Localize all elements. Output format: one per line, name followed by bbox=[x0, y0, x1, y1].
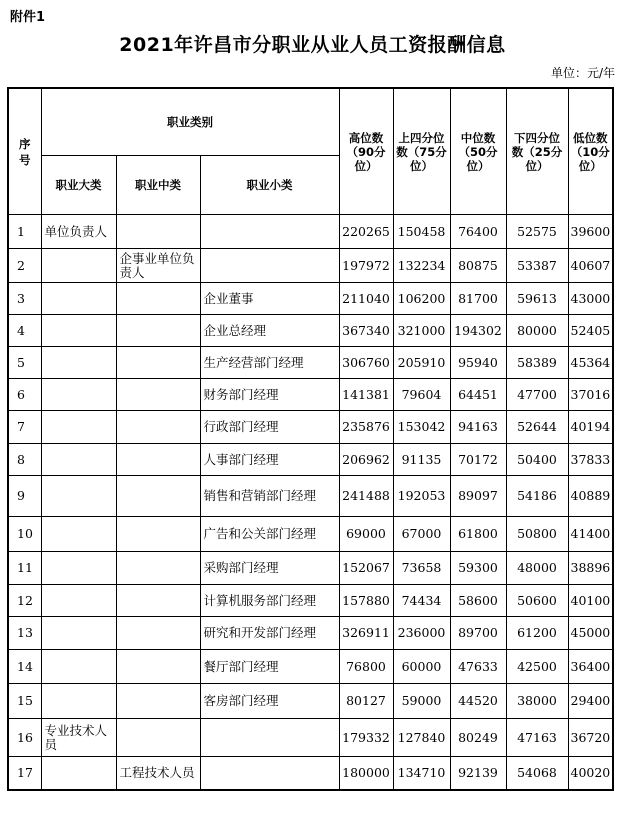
row-minor-category bbox=[200, 719, 339, 757]
row-p90: 141381 bbox=[339, 379, 393, 411]
row-p90: 80127 bbox=[339, 684, 393, 719]
row-middle-category bbox=[116, 517, 200, 552]
row-p90: 152067 bbox=[339, 552, 393, 585]
row-p50: 92139 bbox=[450, 757, 506, 790]
table-row bbox=[8, 379, 613, 411]
row-p90: 197972 bbox=[339, 249, 393, 283]
table-row bbox=[8, 650, 613, 684]
row-major-category bbox=[41, 379, 116, 411]
row-seq: 4 bbox=[8, 315, 41, 347]
row-p10: 43000 bbox=[568, 283, 613, 315]
table-row bbox=[8, 444, 613, 476]
row-p90: 235876 bbox=[339, 411, 393, 444]
row-p10: 36720 bbox=[568, 719, 613, 757]
row-minor-category bbox=[200, 215, 339, 249]
row-middle-category bbox=[116, 552, 200, 585]
row-p10: 39600 bbox=[568, 215, 613, 249]
row-p25: 50600 bbox=[506, 585, 568, 617]
row-p25: 47700 bbox=[506, 379, 568, 411]
row-major-category bbox=[41, 249, 116, 283]
p10-header: 低位数（10分位） bbox=[568, 88, 613, 215]
row-p75: 79604 bbox=[393, 379, 450, 411]
row-middle-category bbox=[116, 476, 200, 517]
row-minor-category: 生产经营部门经理 bbox=[200, 347, 339, 379]
row-middle-category bbox=[116, 719, 200, 757]
salary-table-body bbox=[8, 215, 613, 790]
row-major-category bbox=[41, 411, 116, 444]
row-p90: 241488 bbox=[339, 476, 393, 517]
row-p75: 106200 bbox=[393, 283, 450, 315]
row-middle-category: 工程技术人员 bbox=[116, 757, 200, 790]
row-p10: 52405 bbox=[568, 315, 613, 347]
row-p25: 61200 bbox=[506, 617, 568, 650]
table-row bbox=[8, 617, 613, 650]
row-seq: 9 bbox=[8, 476, 41, 517]
row-p50: 70172 bbox=[450, 444, 506, 476]
row-p90: 69000 bbox=[339, 517, 393, 552]
row-p50: 76400 bbox=[450, 215, 506, 249]
row-p75: 192053 bbox=[393, 476, 450, 517]
row-minor-category: 财务部门经理 bbox=[200, 379, 339, 411]
row-p25: 58389 bbox=[506, 347, 568, 379]
p75-header: 上四分位数（75分位） bbox=[393, 88, 450, 215]
table-row bbox=[8, 347, 613, 379]
table-row bbox=[8, 215, 613, 249]
row-p10: 40100 bbox=[568, 585, 613, 617]
row-p50: 59300 bbox=[450, 552, 506, 585]
row-middle-category bbox=[116, 650, 200, 684]
row-p25: 52575 bbox=[506, 215, 568, 249]
row-middle-category bbox=[116, 444, 200, 476]
row-minor-category: 广告和公关部门经理 bbox=[200, 517, 339, 552]
row-p50: 89097 bbox=[450, 476, 506, 517]
row-major-category bbox=[41, 552, 116, 585]
row-middle-category: 企事业单位负责人 bbox=[116, 249, 200, 283]
seq-header: 序号 bbox=[8, 88, 41, 215]
row-middle-category bbox=[116, 585, 200, 617]
row-middle-category bbox=[116, 617, 200, 650]
row-p25: 53387 bbox=[506, 249, 568, 283]
row-major-category bbox=[41, 517, 116, 552]
row-middle-category bbox=[116, 379, 200, 411]
row-minor-category: 采购部门经理 bbox=[200, 552, 339, 585]
row-p75: 60000 bbox=[393, 650, 450, 684]
row-p75: 236000 bbox=[393, 617, 450, 650]
row-p10: 40889 bbox=[568, 476, 613, 517]
row-major-category: 专业技术人员 bbox=[41, 719, 116, 757]
row-p90: 76800 bbox=[339, 650, 393, 684]
table-row bbox=[8, 757, 613, 790]
table-row bbox=[8, 315, 613, 347]
row-major-category: 单位负责人 bbox=[41, 215, 116, 249]
row-minor-category bbox=[200, 249, 339, 283]
row-p50: 194302 bbox=[450, 315, 506, 347]
row-minor-category: 行政部门经理 bbox=[200, 411, 339, 444]
row-major-category bbox=[41, 617, 116, 650]
table-row bbox=[8, 411, 613, 444]
row-p10: 29400 bbox=[568, 684, 613, 719]
row-major-category bbox=[41, 476, 116, 517]
row-p75: 73658 bbox=[393, 552, 450, 585]
unit-label: 单位：元/年 bbox=[550, 66, 615, 80]
major-header: 职业大类 bbox=[41, 156, 116, 215]
row-seq: 5 bbox=[8, 347, 41, 379]
row-major-category bbox=[41, 650, 116, 684]
row-p10: 37016 bbox=[568, 379, 613, 411]
row-p75: 153042 bbox=[393, 411, 450, 444]
row-p25: 50400 bbox=[506, 444, 568, 476]
row-p25: 38000 bbox=[506, 684, 568, 719]
row-p90: 206962 bbox=[339, 444, 393, 476]
document-title: 2021年许昌市分职业从业人员工资报酬信息 bbox=[119, 34, 506, 56]
row-p25: 59613 bbox=[506, 283, 568, 315]
row-major-category bbox=[41, 684, 116, 719]
row-p10: 38896 bbox=[568, 552, 613, 585]
row-seq: 14 bbox=[8, 650, 41, 684]
row-minor-category bbox=[200, 757, 339, 790]
row-seq: 1 bbox=[8, 215, 41, 249]
row-p50: 64451 bbox=[450, 379, 506, 411]
row-p50: 44520 bbox=[450, 684, 506, 719]
row-middle-category bbox=[116, 315, 200, 347]
row-p90: 306760 bbox=[339, 347, 393, 379]
row-seq: 17 bbox=[8, 757, 41, 790]
row-p50: 58600 bbox=[450, 585, 506, 617]
row-major-category bbox=[41, 315, 116, 347]
row-p10: 40607 bbox=[568, 249, 613, 283]
table-row bbox=[8, 684, 613, 719]
row-minor-category: 计算机服务部门经理 bbox=[200, 585, 339, 617]
row-p90: 326911 bbox=[339, 617, 393, 650]
row-p90: 367340 bbox=[339, 315, 393, 347]
table-row bbox=[8, 476, 613, 517]
row-p50: 47633 bbox=[450, 650, 506, 684]
row-minor-category: 研究和开发部门经理 bbox=[200, 617, 339, 650]
row-seq: 12 bbox=[8, 585, 41, 617]
row-p75: 59000 bbox=[393, 684, 450, 719]
p25-header: 下四分位数（25分位） bbox=[506, 88, 568, 215]
row-p10: 40194 bbox=[568, 411, 613, 444]
row-p50: 80875 bbox=[450, 249, 506, 283]
salary-table bbox=[7, 87, 614, 791]
row-seq: 6 bbox=[8, 379, 41, 411]
row-seq: 16 bbox=[8, 719, 41, 757]
row-minor-category: 人事部门经理 bbox=[200, 444, 339, 476]
row-p75: 91135 bbox=[393, 444, 450, 476]
row-seq: 8 bbox=[8, 444, 41, 476]
minor-header: 职业小类 bbox=[200, 156, 339, 215]
row-minor-category: 餐厅部门经理 bbox=[200, 650, 339, 684]
row-seq: 7 bbox=[8, 411, 41, 444]
table-row bbox=[8, 517, 613, 552]
row-p90: 157880 bbox=[339, 585, 393, 617]
row-seq: 15 bbox=[8, 684, 41, 719]
row-p75: 127840 bbox=[393, 719, 450, 757]
row-p75: 74434 bbox=[393, 585, 450, 617]
row-p25: 54068 bbox=[506, 757, 568, 790]
row-p90: 220265 bbox=[339, 215, 393, 249]
row-p10: 37833 bbox=[568, 444, 613, 476]
row-p25: 50800 bbox=[506, 517, 568, 552]
row-middle-category bbox=[116, 215, 200, 249]
row-p75: 132234 bbox=[393, 249, 450, 283]
row-p25: 47163 bbox=[506, 719, 568, 757]
row-major-category bbox=[41, 757, 116, 790]
table-row bbox=[8, 552, 613, 585]
row-seq: 2 bbox=[8, 249, 41, 283]
row-p25: 52644 bbox=[506, 411, 568, 444]
row-p10: 41400 bbox=[568, 517, 613, 552]
row-middle-category bbox=[116, 411, 200, 444]
row-p10: 36400 bbox=[568, 650, 613, 684]
row-p10: 40020 bbox=[568, 757, 613, 790]
row-minor-category: 企业董事 bbox=[200, 283, 339, 315]
row-p50: 80249 bbox=[450, 719, 506, 757]
row-major-category bbox=[41, 347, 116, 379]
row-p50: 89700 bbox=[450, 617, 506, 650]
row-p90: 211040 bbox=[339, 283, 393, 315]
row-p75: 67000 bbox=[393, 517, 450, 552]
row-p90: 179332 bbox=[339, 719, 393, 757]
row-middle-category bbox=[116, 347, 200, 379]
middle-header: 职业中类 bbox=[116, 156, 200, 215]
attachment-label: 附件1 bbox=[10, 10, 46, 25]
row-p50: 95940 bbox=[450, 347, 506, 379]
row-middle-category bbox=[116, 684, 200, 719]
row-p50: 81700 bbox=[450, 283, 506, 315]
row-major-category bbox=[41, 444, 116, 476]
table-row bbox=[8, 249, 613, 283]
table-row bbox=[8, 283, 613, 315]
row-seq: 11 bbox=[8, 552, 41, 585]
table-row bbox=[8, 585, 613, 617]
p50-header: 中位数（50分位） bbox=[450, 88, 506, 215]
row-minor-category: 客房部门经理 bbox=[200, 684, 339, 719]
row-p25: 54186 bbox=[506, 476, 568, 517]
row-minor-category: 企业总经理 bbox=[200, 315, 339, 347]
table-row bbox=[8, 719, 613, 757]
row-p25: 42500 bbox=[506, 650, 568, 684]
row-p75: 134710 bbox=[393, 757, 450, 790]
p90-header: 高位数（90分位） bbox=[339, 88, 393, 215]
row-p90: 180000 bbox=[339, 757, 393, 790]
row-p10: 45000 bbox=[568, 617, 613, 650]
row-seq: 13 bbox=[8, 617, 41, 650]
row-p25: 48000 bbox=[506, 552, 568, 585]
row-p50: 61800 bbox=[450, 517, 506, 552]
row-seq: 3 bbox=[8, 283, 41, 315]
row-seq: 10 bbox=[8, 517, 41, 552]
row-major-category bbox=[41, 283, 116, 315]
row-p25: 80000 bbox=[506, 315, 568, 347]
category-header: 职业类别 bbox=[41, 88, 339, 156]
row-minor-category: 销售和营销部门经理 bbox=[200, 476, 339, 517]
row-p75: 321000 bbox=[393, 315, 450, 347]
row-p75: 150458 bbox=[393, 215, 450, 249]
row-p50: 94163 bbox=[450, 411, 506, 444]
row-major-category bbox=[41, 585, 116, 617]
row-p75: 205910 bbox=[393, 347, 450, 379]
row-middle-category bbox=[116, 283, 200, 315]
row-p10: 45364 bbox=[568, 347, 613, 379]
